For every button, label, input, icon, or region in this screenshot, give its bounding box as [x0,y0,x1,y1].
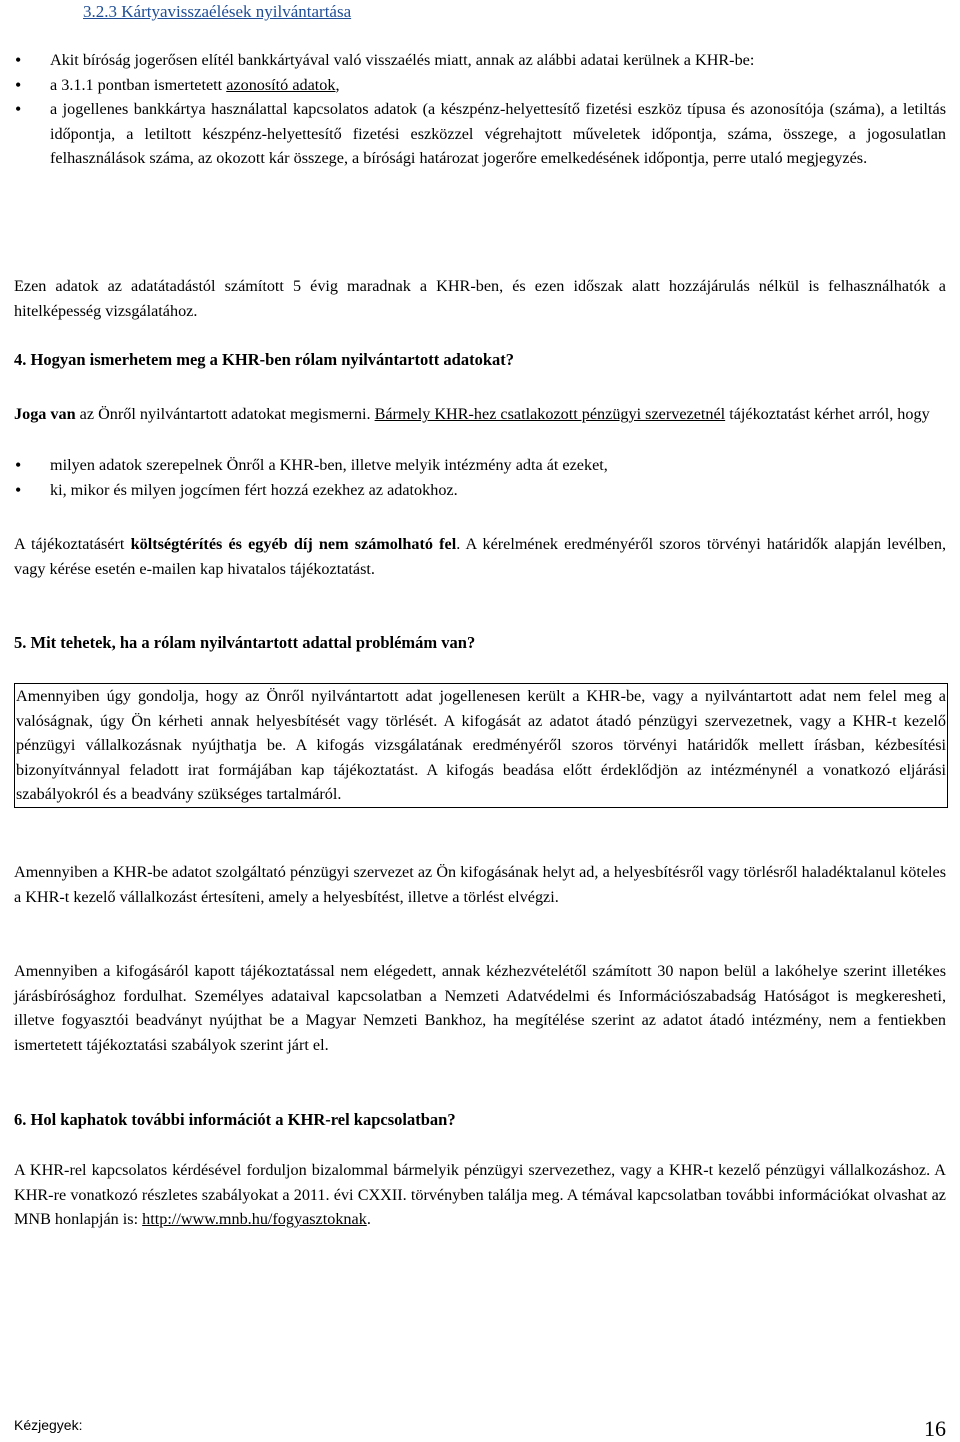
lead-tail-text: tájékoztatást kérhet arról, hogy [725,405,930,423]
bullet-text: ki, mikor és milyen jogcímen fért hozzá ezekhez az adatokhoz. [50,480,458,499]
lead-text: az Önről nyilvántartott adatokat megismerni. [75,405,375,423]
correction-request-box: Amennyiben úgy gondolja, hogy az Önről nyilvántartott adat jogellenesen került a KHR-be, vagy a nyilvántartott adat nem felel meg a valóságnak, úgy Ön kérheti annak helyesbítését vagy törlését. A kifogását az adatot átadó pénzügyi szervezetnek, vagy a KHR-t kezelő pénzügyi vállalkozásnak nyújthatja be. A kifogás vizsgálatának eredményéről szoros törvényi határidők mellett írásban, kézbesítési bizonyítvánnyal feladott irat formájában kap tájékoztatást. A kifogás beadása előtt érdeklődjön az intézménynél a vonatkozó eljárási szabályokról és a beadvány szükséges tartalmáról. [14,683,948,808]
q4-bullet-list [14,453,946,502]
cost-suffix: . A kérelmének eredményéről szoros törvényi határidők alapján levélben, vagy kérése esetén e-mailen kap hivatalos tájékoztatást. [14,535,946,578]
bullet-text: a jogellenes bankkártya használattal kapcsolatos adatok (a készpénz-helyettesítő fizetési eszköz típusa és azonosítója (száma), a letiltás időpontja, a letiltott készpénz-helyettesítő fizetési eszközzel végrehajtott műveletek időpontja, száma, összege, a jogosulatlan felhasználások száma, az okozott kár összege, a bírósági határozat jogerőre emelkedésének időpontja, perre utaló megjegyzés. [50,100,946,168]
more-info-end: . [366,1210,371,1229]
section-4-heading: 4. Hogyan ismerhetem meg a KHR-ben rólam nyilvántartott adatokat? [14,350,514,369]
page-number: 16 [924,1416,946,1441]
more-info-paragraph [14,1158,946,1232]
list-item [14,48,946,73]
list-item [14,478,946,503]
financial-institution-link: Bármely KHR-hez csatlakozott pénzügyi szervezetnél [374,405,726,423]
retention-paragraph: Ezen adatok az adatátadástól számított 5 évig maradnak a KHR-ben, és ezen időszak alatt hozzájárulás nélkül is felhasználhatók a hitelképesség vizsgálatához. [14,277,946,320]
list-item [14,97,946,171]
list-item [14,453,946,478]
section-6-heading: 6. Hol kaphatok további információt a KHR-rel kapcsolatban? [14,1110,456,1129]
complaint-paragraph: Amennyiben a kifogásáról kapott tájékoztatással nem elégedett, annak kézhezvételétől számított 30 napon belül a lakóhelye szerint illetékes járásbírósághoz fordulhat. Személyes adataival kapcsolatban a Nemzeti Adatvédelmi és Információszabadság Hatóságot is megkeresheti, illetve fogyasztói beadványt nyújthat be a Magyar Nemzeti Bankhoz, ha megítélése szerint az adatot átadó intézmény, nem a fentiekben ismertetett tájékoztatási szabályok szerint járt el. [14,962,946,1054]
data-bullet-list [14,48,946,171]
bullet-punctuation: , [335,75,340,94]
cost-bold-text: költségtérítés és egyéb díj nem számolható fel [130,535,457,553]
section-title: 3.2.3 Kártyavisszaélések nyilvántartása [83,2,352,21]
list-item [14,73,946,98]
right-bold-text: Joga van [14,405,76,423]
bullet-text: Akit bíróság jogerősen elítél bankkártyával való visszaélés miatt, annak az alábbi adatai kerülnek a KHR-be: [50,51,755,69]
more-info-text: A KHR-rel kapcsolatos kérdésével forduljon bizalommal bármelyik pénzügyi szervezethez, vagy a KHR-t kezelő pénzügyi vállalkozáshoz. A KHR-re vonatkozó részletes szabályokat a 2011. évi CXXII. törvényben találja meg. A témával kapcsolatban további információkat olvashat az MNB honlapján is: [14,1161,946,1229]
section-5-heading: 5. Mit tehetek, ha a rólam nyilvántartott adattal problémám van? [14,633,476,652]
cost-prefix: A tájékoztatásért [14,535,131,553]
bullet-text: a 3.1.1 pontban ismertetett [50,75,227,94]
cost-paragraph [14,532,946,581]
q4-lead-paragraph [14,402,946,427]
mnb-website-link[interactable]: http://www.mnb.hu/fogyasztoknak [142,1210,367,1229]
initials-label: Kézjegyek: [14,1417,83,1433]
bullet-text: milyen adatok szerepelnek Önről a KHR-ben, illetve melyik intézmény adta át ezeket, [50,456,608,474]
correction-paragraph: Amennyiben a KHR-be adatot szolgáltató pénzügyi szervezet az Ön kifogásának helyt ad, a helyesbítésről vagy törlésről haladéktalanul köteles a KHR-t kezelő vállalkozást értesíteni, amely a helyesbítést, illetve a törlést elvégzi. [14,863,946,906]
identification-data-link[interactable]: azonosító adatok [226,75,336,94]
